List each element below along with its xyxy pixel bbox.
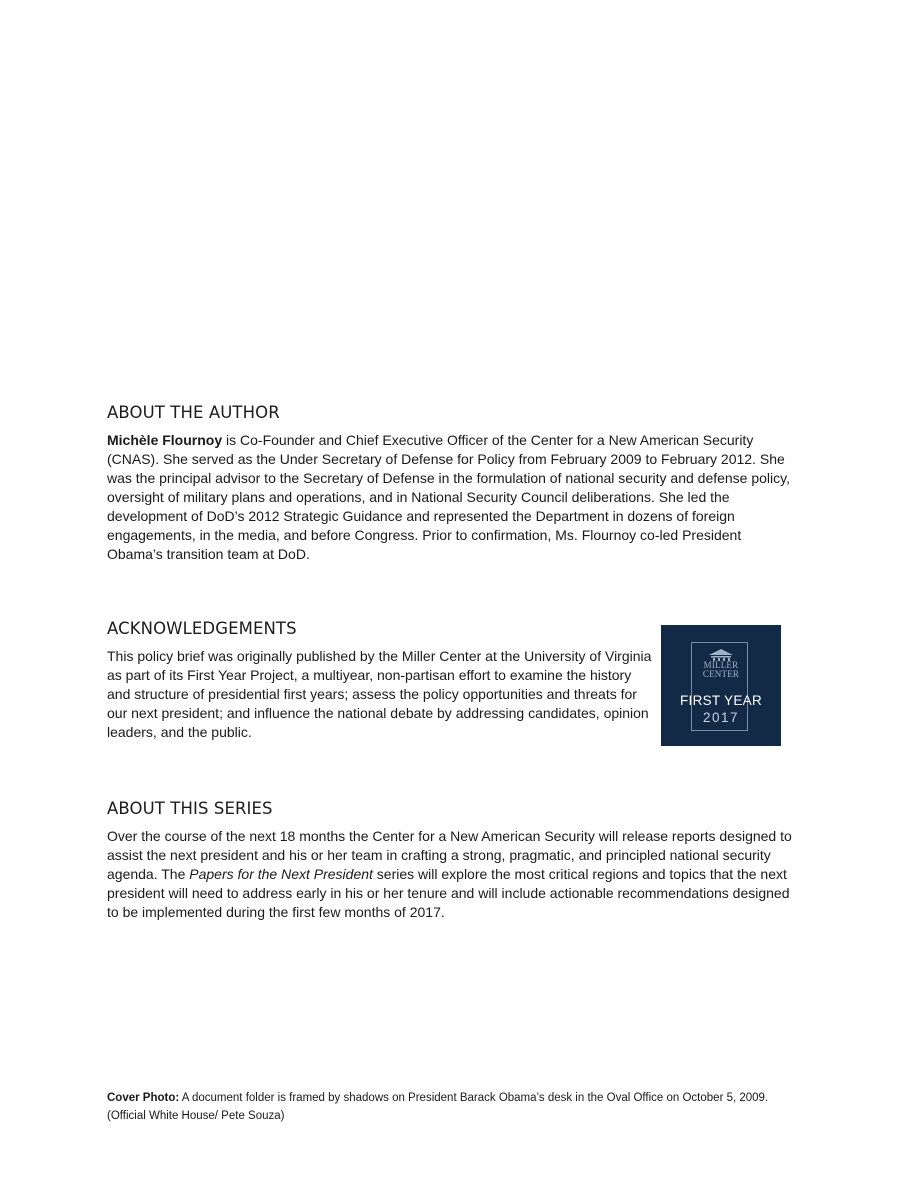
cover-caption-line bbox=[107, 1089, 807, 1107]
first-year-2017-logo bbox=[661, 625, 781, 746]
acknowledgements-heading: ACKNOWLEDGEMENTS bbox=[107, 619, 297, 638]
author-name: Michèle Flournoy bbox=[107, 432, 223, 448]
series-text-before: Over the course of the next 18 months the Center for a New American Security will release reports designed to assist the next president and his or her team in crafting a strong, pragmatic, and principled national security agenda. The bbox=[107, 828, 792, 882]
cover-photo-description: A document folder is framed by shadows on President Barack Obama’s desk in the Oval Office on October 5, 2009. bbox=[179, 1092, 769, 1104]
series-text-after: series will explore the most critical regions and topics that the next president will need to address early in his or her tenure and will include actionable recommendations designed to be implemented during the first few months of 2017. bbox=[107, 866, 790, 920]
about-author-heading: ABOUT THE AUTHOR bbox=[107, 403, 280, 422]
about-series-section bbox=[107, 799, 797, 922]
acknowledgements-text: This policy brief was originally published by the Miller Center at the University of Virginia as part of its First Year Project, a multiyear, non-partisan effort to examine the history and structure of presidential first years; assess the policy opportunities and threats for our next president; and influence the national debate by addressing candidates, opinion leaders, and the public. bbox=[107, 648, 652, 740]
about-author-text bbox=[107, 431, 797, 564]
about-author-section bbox=[107, 403, 797, 564]
cover-photo-credit: (Official White House/ Pete Souza) bbox=[107, 1110, 285, 1122]
logo-line-2: CENTER bbox=[702, 669, 740, 679]
badge-title: FIRST YEAR bbox=[679, 693, 763, 708]
series-title: Papers for the Next President bbox=[189, 866, 373, 882]
about-series-heading: ABOUT THIS SERIES bbox=[107, 799, 273, 818]
about-series-text bbox=[107, 827, 797, 922]
badge-year: 2017 bbox=[702, 710, 740, 725]
author-bio: is Co-Founder and Chief Executive Officer of the Center for a New American Security (CNAS). She served as the Under Secretary of Defense for Policy from February 2009 to February 2012. She was the principal advisor to the Secretary of Defense in the formulation of national security and defense policy, oversight of military plans and operations, and in National Security Council deliberations. She led the development of DoD’s 2012 Strategic Guidance and represented the Department in dozens of foreign engagements, in the media, and before Congress. Prior to confirmation, Ms. Flournoy co-led President Obama’s transition team at DoD. bbox=[107, 432, 791, 562]
cover-photo-label: Cover Photo: bbox=[107, 1092, 180, 1104]
logo-line-1: MILLER bbox=[703, 660, 739, 670]
cover-photo-caption bbox=[107, 1089, 807, 1125]
miller-center-logo-text bbox=[661, 661, 781, 679]
